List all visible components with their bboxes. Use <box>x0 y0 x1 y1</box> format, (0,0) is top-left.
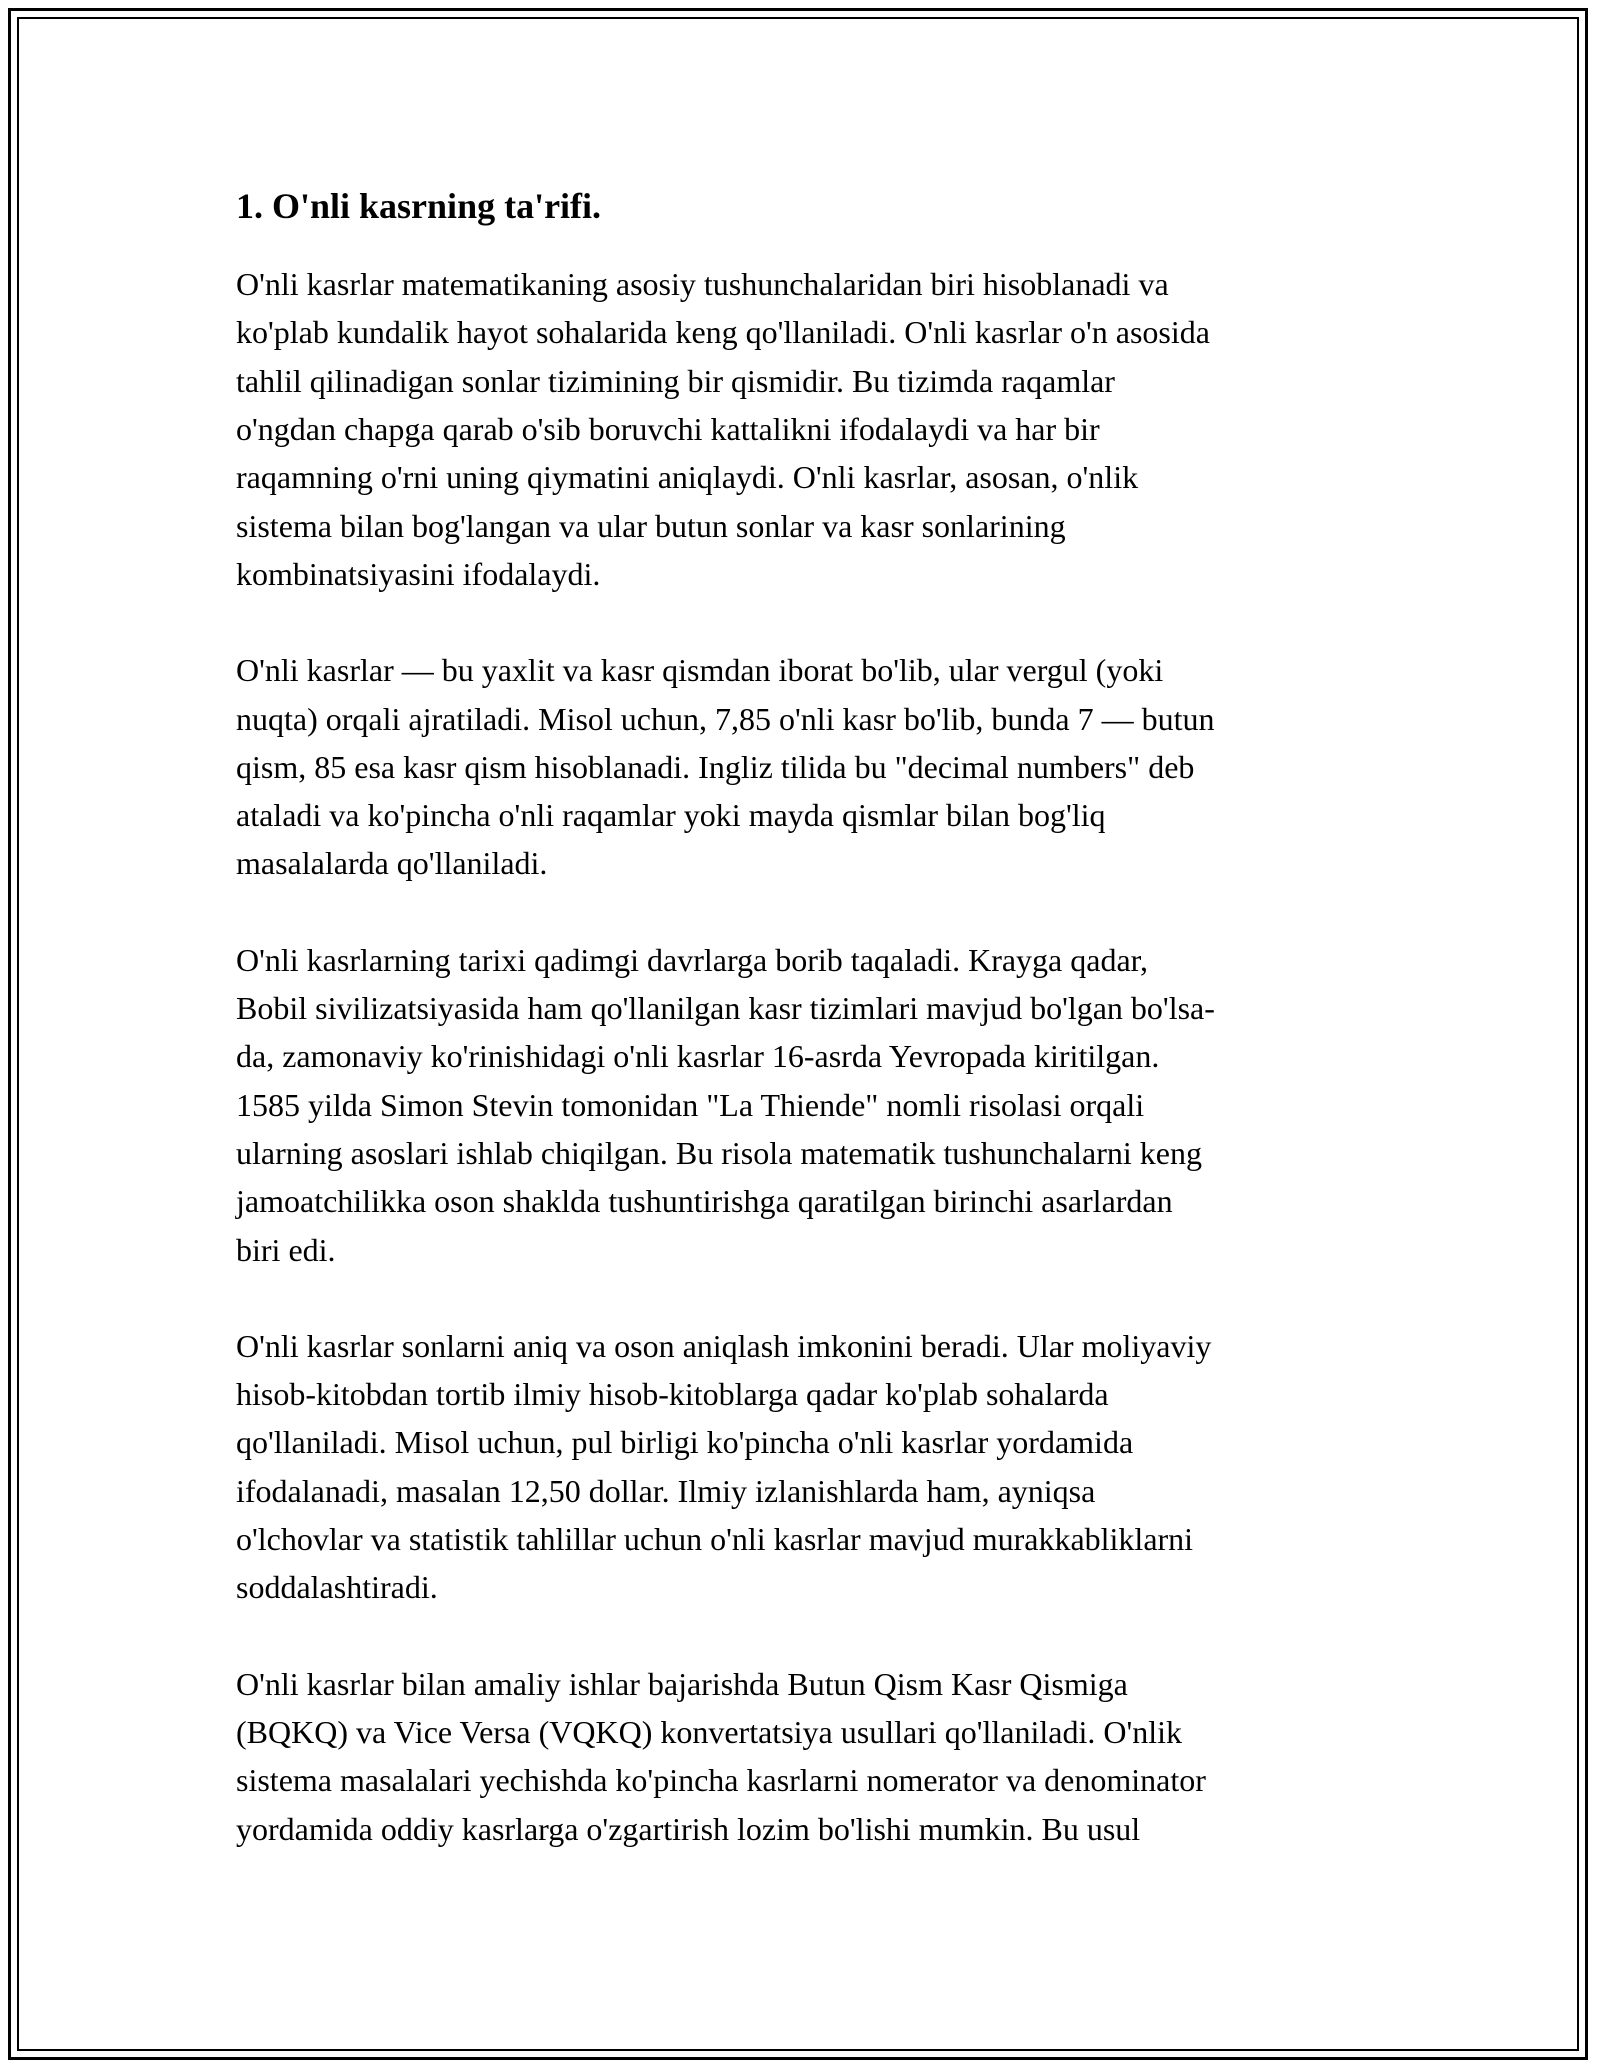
text-line: qo'llaniladi. Misol uchun, pul birligi ko'pincha o'nli kasrlar yordamida <box>236 1424 1134 1461</box>
text-line: jamoatchilikka oson shaklda tushuntirishga qaratilgan birinchi asarlardan <box>236 1183 1173 1220</box>
text-line: nuqta) orqali ajratiladi. Misol uchun, 7,85 o'nli kasr bo'lib, bunda 7 — butun <box>236 700 1215 737</box>
paragraph-history <box>236 936 1366 1274</box>
text-line: sistema masalalari yechishda ko'pincha kasrlarni nomerator va denominator <box>236 1762 1206 1799</box>
text-line: ataladi va ko'pincha o'nli raqamlar yoki mayda qismlar bilan bog'liq <box>236 797 1106 834</box>
text-line: O'nli kasrlar — bu yaxlit va kasr qismdan iborat bo'lib, ular vergul (yoki <box>236 652 1164 689</box>
text-line: soddalashtiradi. <box>236 1569 438 1606</box>
text-line: yordamida oddiy kasrlarga o'zgartirish lozim bo'lishi mumkin. Bu usul <box>236 1810 1141 1847</box>
text-line: biri edi. <box>236 1231 336 1268</box>
text-line: qism, 85 esa kasr qism hisoblanadi. Ingliz tilida bu "decimal numbers" deb <box>236 748 1195 785</box>
document-body <box>236 185 1366 1901</box>
text-line: tahlil qilinadigan sonlar tizimining bir qismidir. Bu tizimda raqamlar <box>236 362 1115 399</box>
text-line: da, zamonaviy ko'rinishidagi o'nli kasrlar 16-asrda Yevropada kiritilgan. <box>236 1038 1160 1075</box>
paragraph-applications <box>236 1322 1366 1612</box>
text-line: o'ngdan chapga qarab o'sib boruvchi kattalikni ifodalaydi va har bir <box>236 411 1100 448</box>
text-line: O'nli kasrlar sonlarni aniq va oson aniqlash imkonini beradi. Ular moliyaviy <box>236 1327 1212 1364</box>
text-line: O'nli kasrlar bilan amaliy ishlar bajarishda Butun Qism Kasr Qismiga <box>236 1665 1128 1702</box>
text-line: ularning asoslari ishlab chiqilgan. Bu risola matematik tushunchalarni keng <box>236 1134 1202 1171</box>
text-line: hisob-kitobdan tortib ilmiy hisob-kitoblarga qadar ko'plab sohalarda <box>236 1376 1109 1413</box>
text-line: raqamning o'rni uning qiymatini aniqlaydi. O'nli kasrlar, asosan, o'nlik <box>236 459 1139 496</box>
paragraph-conversion <box>236 1660 1366 1853</box>
text-line: ifodalanadi, masalan 12,50 dollar. Ilmiy izlanishlarda ham, ayniqsa <box>236 1472 1096 1509</box>
text-line: O'nli kasrlar matematikaning asosiy tushunchalaridan biri hisoblanadi va <box>236 266 1169 303</box>
text-line: kombinatsiyasini ifodalaydi. <box>236 555 601 592</box>
text-line: 1585 yilda Simon Stevin tomonidan "La Thiende" nomli risolasi orqali <box>236 1086 1145 1123</box>
text-line: o'lchovlar va statistik tahlillar uchun o'nli kasrlar mavjud murakkabliklarni <box>236 1521 1194 1558</box>
paragraph-structure <box>236 646 1366 887</box>
text-line: masalalarda qo'llaniladi. <box>236 845 548 882</box>
text-line: sistema bilan bog'langan va ular butun sonlar va kasr sonlarining <box>236 507 1066 544</box>
text-line: Bobil sivilizatsiyasida ham qo'llanilgan kasr tizimlari mavjud bo'lgan bo'lsa- <box>236 990 1215 1027</box>
paragraph-definition <box>236 260 1366 598</box>
text-line: (BQKQ) va Vice Versa (VQKQ) konvertatsiya usullari qo'llaniladi. O'nlik <box>236 1713 1182 1750</box>
text-line: O'nli kasrlarning tarixi qadimgi davrlarga borib taqaladi. Krayga qadar, <box>236 941 1149 978</box>
text-line: ko'plab kundalik hayot sohalarida keng qo'llaniladi. O'nli kasrlar o'n asosida <box>236 314 1210 351</box>
section-heading: 1. O'nli kasrning ta'rifi. <box>236 186 602 226</box>
